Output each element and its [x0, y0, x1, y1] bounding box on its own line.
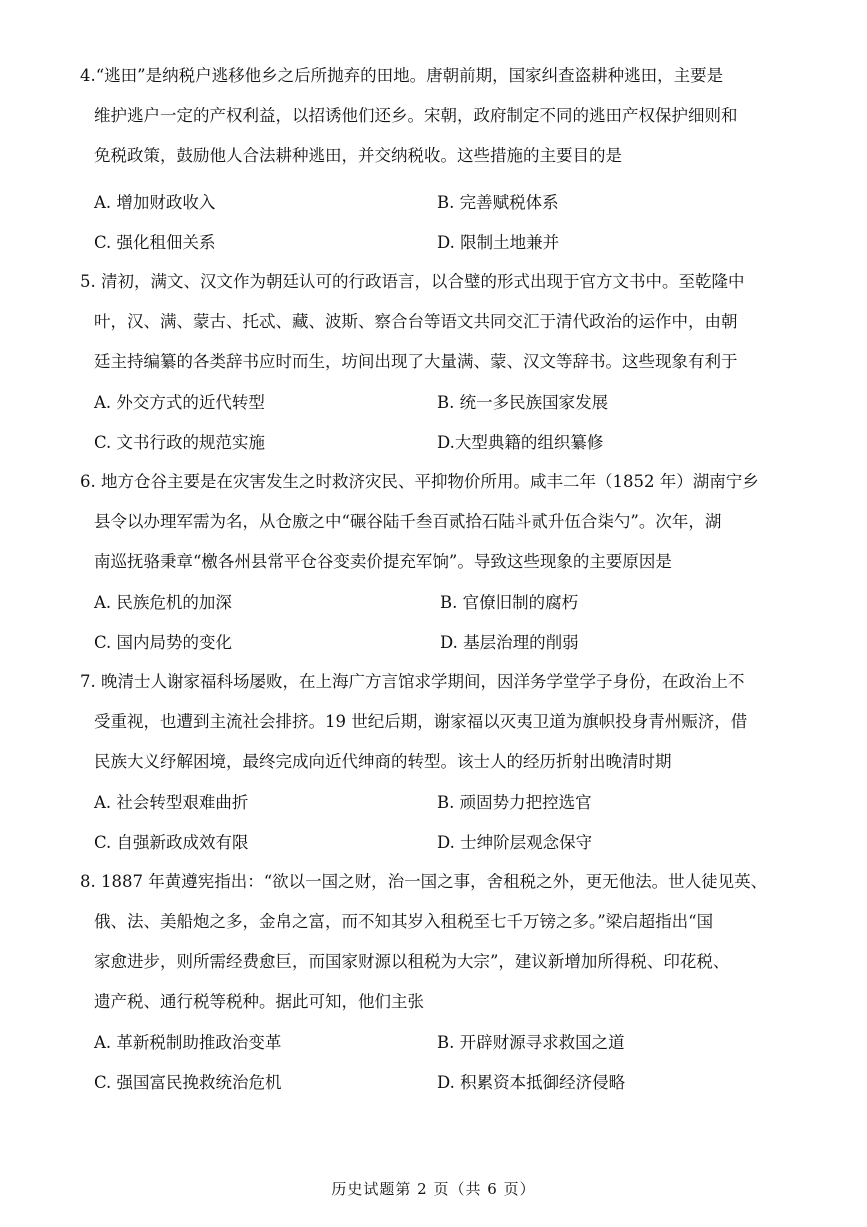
- page-footer: 历史试题第 2 页（共 6 页）: [331, 1180, 536, 1198]
- question-4-line-3: 免税政策，鼓励他人合法耕种逃田，并交纳税收。这些措施的主要目的是: [94, 146, 622, 165]
- question-5-line-3: 廷主持编纂的各类辞书应时而生，坊间出现了大量满、蒙、汉文等辞书。这些现象有利于: [94, 352, 738, 371]
- question-7-option-a: A. 社会转型艰难曲折: [94, 793, 249, 812]
- question-5-option-b: B. 统一多民族国家发展: [437, 393, 609, 412]
- question-6-line-2: 县令以办理军需为名，从仓廒之中“碾谷陆千叁百贰拾石陆斗贰升伍合柒勺”。次年，湖: [94, 512, 722, 531]
- question-5-option-d: D.大型典籍的组织纂修: [437, 433, 604, 452]
- question-8-line-3: 家愈进步，则所需经费愈巨，而国家财源以租税为大宗”，建议新增加所得税、印花税、: [94, 952, 730, 971]
- question-4-line-2: 维护逃户一定的产权利益，以招诱他们还乡。宋朝，政府制定不同的逃田产权保护细则和: [94, 106, 738, 125]
- question-7-option-d: D. 士绅阶层观念保守: [437, 833, 593, 852]
- question-7-option-c: C. 自强新政成效有限: [94, 833, 249, 852]
- question-6-option-c: C. 国内局势的变化: [94, 633, 233, 652]
- question-7-line-1: 7. 晚清士人谢家福科场屡败，在上海广方言馆求学期间，因洋务学堂学子身份，在政治上不: [80, 672, 745, 691]
- question-8-line-4: 遗产税、通行税等税种。据此可知，他们主张: [94, 992, 424, 1011]
- question-6-stem: [80, 462, 800, 582]
- question-5-stem: [80, 262, 800, 382]
- question-4-option-d: D. 限制土地兼并: [437, 233, 560, 252]
- question-4-option-a: A. 增加财政收入: [94, 193, 216, 212]
- question-7-stem: [80, 662, 800, 782]
- question-5-option-c: C. 文书行政的规范实施: [94, 433, 266, 452]
- question-4-line-1: 4.“逃田”是纳税户逃移他乡之后所抛弃的田地。唐朝前期，国家纠查盗耕种逃田，主要是: [80, 66, 724, 85]
- question-4-stem: [80, 56, 800, 176]
- question-5-option-a: A. 外交方式的近代转型: [94, 393, 265, 412]
- question-6-line-1: 6. 地方仓谷主要是在灾害发生之时救济灾民、平抑物价所用。咸丰二年（1852 年）湖南宁乡: [80, 472, 759, 491]
- question-8-option-c: C. 强国富民挽救统治危机: [94, 1073, 282, 1092]
- question-7-line-2: 受重视，也遭到主流社会排挤。19 世纪后期，谢家福以灭夷卫道为旗帜投身青州赈济，借: [94, 712, 748, 731]
- question-4-option-b: B. 完善赋税体系: [437, 193, 559, 212]
- question-4-option-c: C. 强化租佃关系: [94, 233, 216, 252]
- question-6-option-d: D. 基层治理的削弱: [440, 633, 579, 652]
- question-7-option-b: B. 顽固势力把控选官: [437, 793, 592, 812]
- question-8-option-b: B. 开辟财源寻求救国之道: [437, 1033, 625, 1052]
- question-6-option-a: A. 民族危机的加深: [94, 593, 232, 612]
- question-8-option-a: A. 革新税制助推政治变革: [94, 1033, 282, 1052]
- question-8-stem: [80, 862, 800, 1022]
- question-8-line-1: 8. 1887 年黄遵宪指出：“欲以一国之财，治一国之事，舍租税之外，更无他法。世人徒见英、: [80, 872, 768, 891]
- question-6-line-3: 南巡抚骆秉章“檄各州县常平仓谷变卖价提充军饷”。导致这些现象的主要原因是: [94, 552, 672, 571]
- question-8-option-d: D. 积累资本抵御经济侵略: [437, 1073, 626, 1092]
- question-6-option-b: B. 官僚旧制的腐朽: [440, 593, 579, 612]
- question-8-line-2: 俄、法、美船炮之多，金帛之富，而不知其岁入租税至七千万镑之多。”梁启超指出“国: [94, 912, 714, 931]
- question-7-line-3: 民族大义纾解困境，最终完成向近代绅商的转型。该士人的经历折射出晚清时期: [94, 752, 672, 771]
- question-5-line-1: 5. 清初，满文、汉文作为朝廷认可的行政语言，以合璧的形式出现于官方文书中。至乾隆中: [80, 272, 745, 291]
- question-5-line-2: 叶，汉、满、蒙古、托忒、藏、波斯、察合台等语文共同交汇于清代政治的运作中，由朝: [94, 312, 738, 331]
